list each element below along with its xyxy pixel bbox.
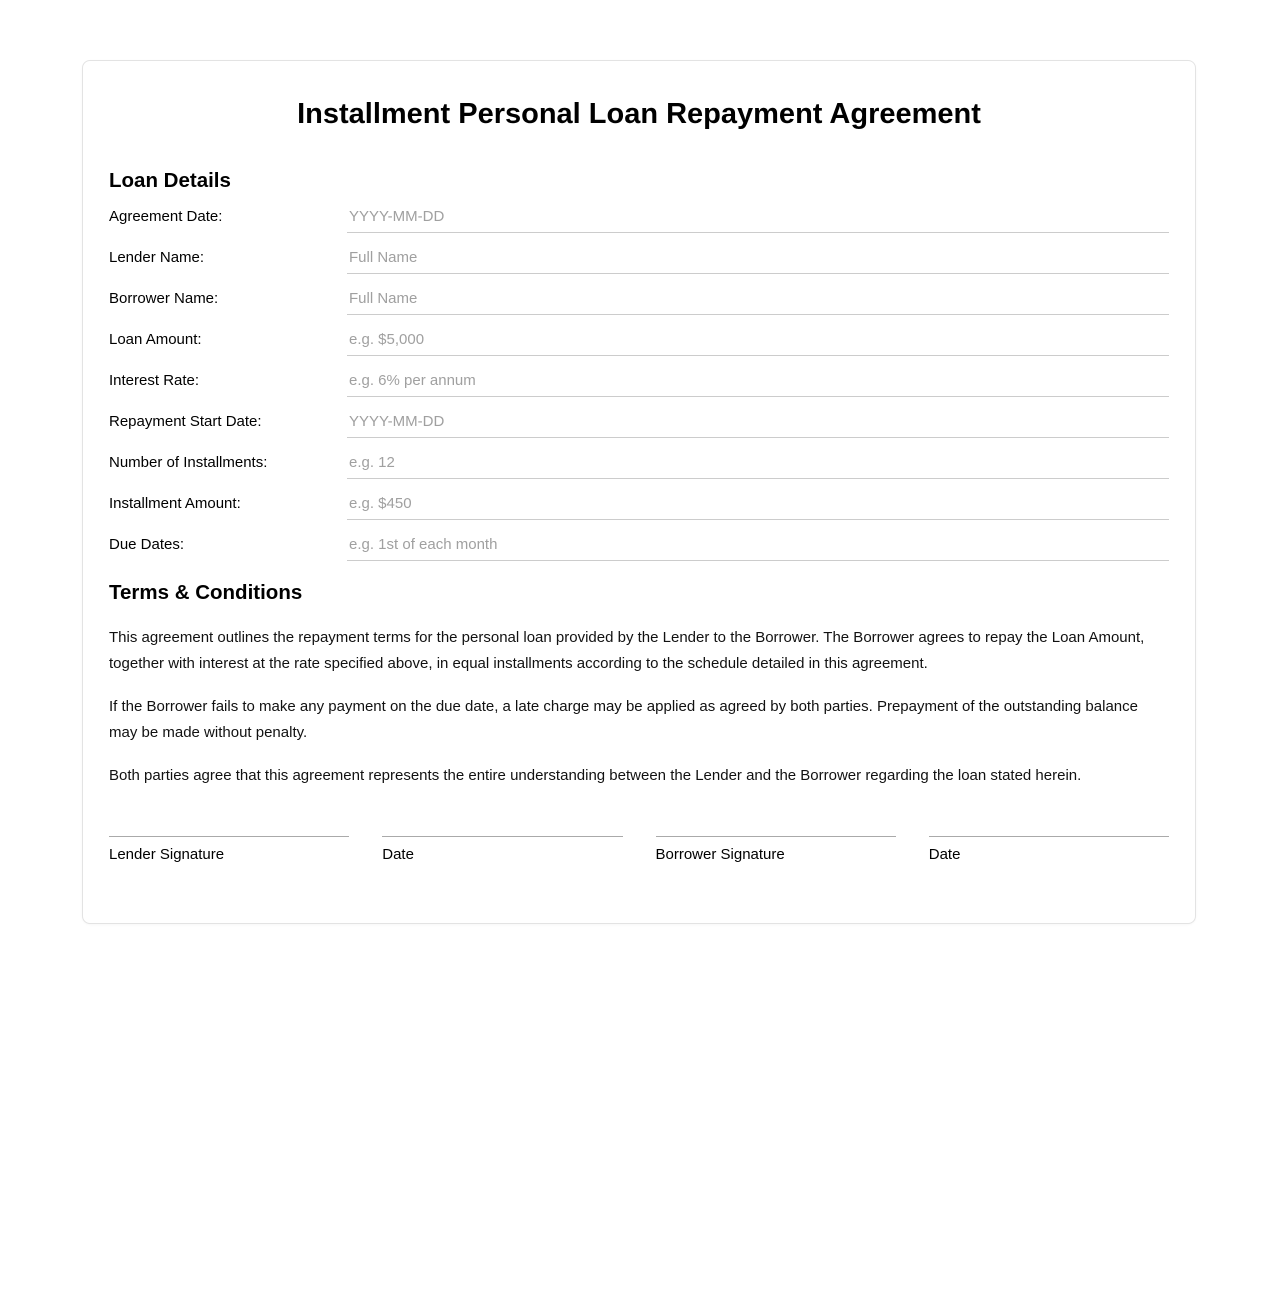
terms-paragraph-2: If the Borrower fails to make any payment on the due date, a late charge may be applied as agreed by both parties. Prepayment of the outstanding balance may be made without penalty. xyxy=(109,698,1138,741)
field-row-lender-name xyxy=(109,248,1169,274)
terms-paragraph-1: This agreement outlines the repayment terms for the personal loan provided by the Lender to the Borrower. The Borrower agrees to repay the Loan Amount, together with interest at the rate specified above, in equal installments according to the schedule detailed in this agreement. xyxy=(109,629,1145,672)
lender-signature-label: Lender Signature xyxy=(109,846,225,863)
lender-name-label: Lender Name: xyxy=(109,249,205,266)
interest-rate-input[interactable] xyxy=(347,371,1169,397)
field-row-installment-amount xyxy=(109,494,1169,520)
loan-amount-label: Loan Amount: xyxy=(109,331,202,348)
lender-name-input[interactable] xyxy=(347,248,1169,274)
agreement-card xyxy=(82,60,1196,924)
borrower-date-field xyxy=(929,836,1169,864)
field-row-borrower-name xyxy=(109,289,1169,315)
borrower-name-label: Borrower Name: xyxy=(109,290,219,307)
field-row-number-of-installments xyxy=(109,453,1169,479)
borrower-signature-field xyxy=(656,836,896,864)
terms-heading: Terms & Conditions xyxy=(109,581,303,604)
field-row-due-dates xyxy=(109,535,1169,561)
repayment-start-date-input[interactable] xyxy=(347,412,1169,438)
loan-amount-input[interactable] xyxy=(347,330,1169,356)
due-dates-input[interactable] xyxy=(347,535,1169,561)
field-row-agreement-date xyxy=(109,207,1169,233)
lender-signature-field xyxy=(109,836,349,864)
signature-grid xyxy=(109,836,1169,864)
agreement-date-label: Agreement Date: xyxy=(109,208,223,225)
repayment-start-date-label: Repayment Start Date: xyxy=(109,413,262,430)
borrower-name-input[interactable] xyxy=(347,289,1169,315)
page-title: Installment Personal Loan Repayment Agreement xyxy=(297,98,981,130)
interest-rate-label: Interest Rate: xyxy=(109,372,200,389)
field-row-loan-amount xyxy=(109,330,1169,356)
lender-date-field xyxy=(382,836,622,864)
number-of-installments-input[interactable] xyxy=(347,453,1169,479)
lender-date-label: Date xyxy=(382,846,414,863)
field-row-repayment-start-date xyxy=(109,412,1169,438)
agreement-date-input[interactable] xyxy=(347,207,1169,233)
installment-amount-label: Installment Amount: xyxy=(109,495,241,512)
borrower-date-label: Date xyxy=(928,846,961,863)
borrower-signature-label: Borrower Signature xyxy=(655,846,785,863)
terms-paragraph-3: Both parties agree that this agreement represents the entire understanding between the Lender and the Borrower regarding the loan stated herein. xyxy=(109,767,1082,784)
loan-details-section xyxy=(109,169,1169,561)
loan-details-heading: Loan Details xyxy=(109,169,231,192)
terms-section xyxy=(109,581,1169,789)
installment-amount-input[interactable] xyxy=(347,494,1169,520)
field-row-interest-rate xyxy=(109,371,1169,397)
due-dates-label: Due Dates: xyxy=(109,536,185,553)
number-of-installments-label: Number of Installments: xyxy=(109,454,268,471)
